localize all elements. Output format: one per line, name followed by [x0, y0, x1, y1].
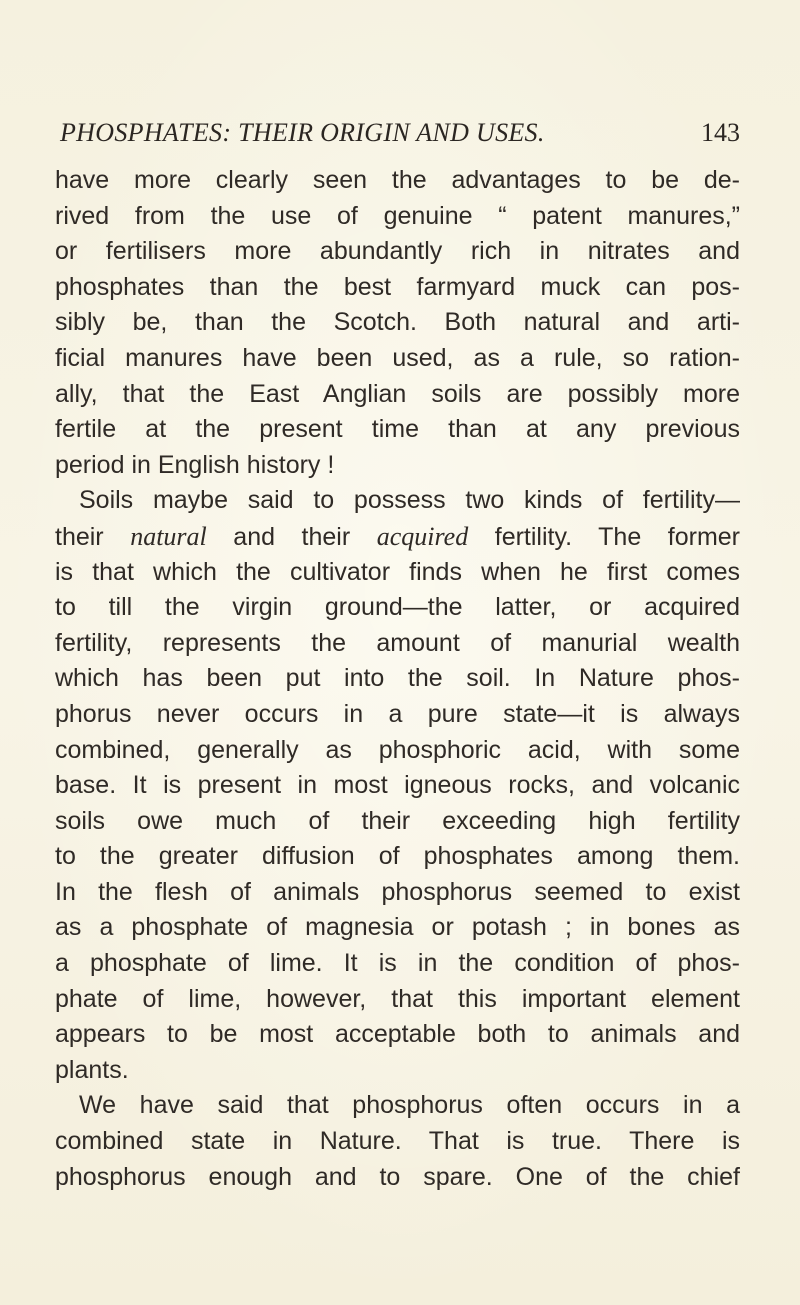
text-line: to till the virgin ground—the latter, or acquired: [55, 593, 740, 622]
text-line: period in English history !: [55, 450, 335, 479]
text-line: phate of lime, however, that this important element: [55, 984, 740, 1013]
paragraph-3: [55, 1088, 740, 1195]
text-line: Soils maybe said to possess two kinds of fertility—: [79, 486, 740, 515]
text-line: which has been put into the soil. In Nature phos-: [55, 664, 740, 693]
text-line: as a phosphate of magnesia or potash ; in bones as: [55, 913, 740, 942]
text-line: fertile at the present time than at any previous: [55, 415, 740, 444]
text-line: phorus never occurs in a pure state—it is always: [55, 699, 740, 728]
text-line: combined, generally as phosphoric acid, with some: [55, 735, 740, 764]
text-line: rived from the use of genuine “ patent manures,”: [55, 201, 740, 230]
paragraph-1: [55, 163, 740, 483]
text-line: soils owe much of their exceeding high fertility: [55, 806, 740, 835]
text-line: combined state in Nature. That is true. There is: [55, 1127, 740, 1156]
text-line: have more clearly seen the advantages to be de-: [55, 166, 740, 194]
running-header: [60, 118, 740, 158]
text-line: appears to be most acceptable both to animals and: [55, 1020, 740, 1049]
text-line: or fertilisers more abundantly rich in nitrates and: [55, 237, 740, 266]
text-line: a phosphate of lime. It is in the condition of phos-: [55, 949, 740, 978]
text-line: to the greater diffusion of phosphates among them.: [55, 842, 740, 871]
text-line: plants.: [55, 1055, 129, 1084]
running-title: PHOSPHATES: THEIR ORIGIN AND USES.: [60, 118, 545, 147]
text-line: [55, 519, 740, 555]
paragraph-2: [55, 483, 740, 1088]
text-line: In the flesh of animals phosphorus seemed to exist: [55, 877, 740, 906]
text-line: sibly be, than the Scotch. Both natural and arti-: [55, 308, 740, 337]
text-line: ally, that the East Anglian soils are possibly more: [55, 379, 740, 408]
text-run: fertility. The former: [468, 522, 740, 551]
text-line: phosphorus enough and to spare. One of the chief: [55, 1162, 740, 1191]
text-run: and their: [206, 522, 377, 551]
text-line: is that which the cultivator finds when he first comes: [55, 557, 740, 586]
page-number: 143: [701, 118, 740, 147]
text-line: We have said that phosphorus often occurs in a: [79, 1091, 740, 1120]
body-text: [55, 163, 740, 1195]
text-line: base. It is present in most igneous rocks, and volcanic: [55, 771, 740, 800]
text-run: their: [55, 522, 131, 551]
text-line: fertility, represents the amount of manurial wealth: [55, 628, 740, 657]
text-line: phosphates than the best farmyard muck can pos-: [55, 272, 740, 301]
emphasis-natural: natural: [130, 521, 207, 551]
text-line: ficial manures have been used, as a rule, so ration-: [55, 343, 740, 372]
emphasis-acquired: acquired: [376, 521, 469, 551]
